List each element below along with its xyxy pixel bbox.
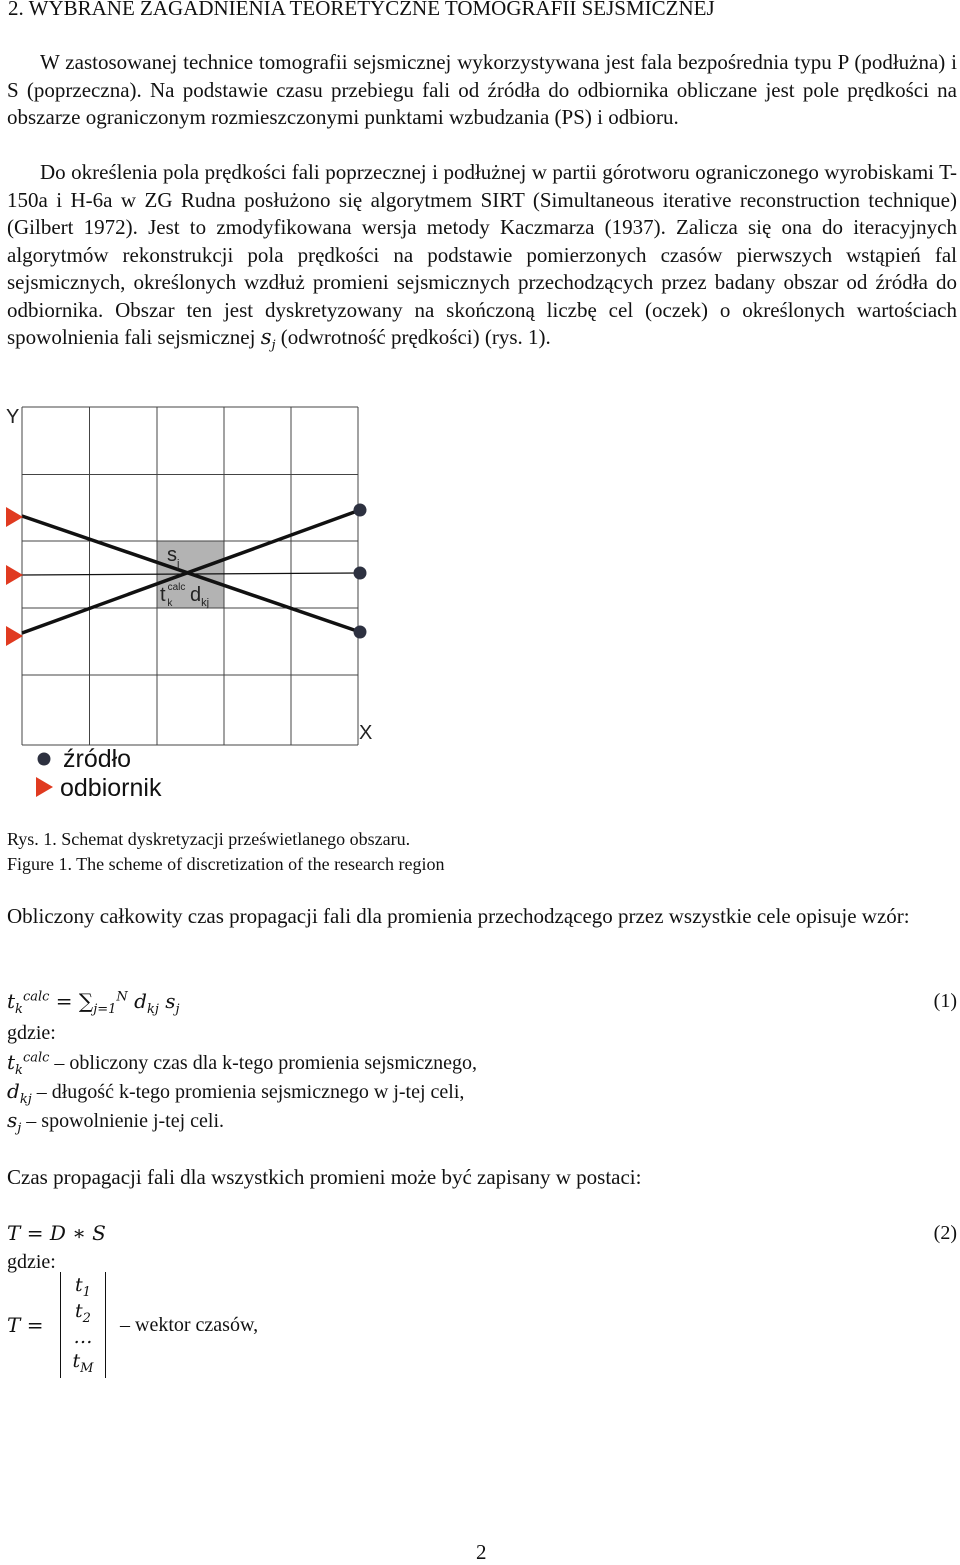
where-label-1: gdzie: bbox=[7, 1022, 56, 1044]
time-vector bbox=[60, 1272, 106, 1378]
receiver-marker bbox=[6, 626, 23, 646]
definition-length bbox=[7, 1078, 957, 1105]
definition-time-symbol: $t_k^{calc}$ bbox=[7, 1050, 50, 1078]
paragraph-sirt-text: Do określenia pola prędkości fali poprzecznej i podłużnej w partii górotworu ograniczonego wyrobiskami T-150a i H-6a w ZG Rudna posłużono się algorytmem SIRT (Simultaneous iterative reconstruction technique) (Gilbert 1972). Jest to zmodyfikowana wersja metody Kaczmarza (1937). Zalicza się ona do iteracyjnych algorytmów rekonstrukcji pola prędkości na podstawie pomierzonych czasów pierwszych wstąpień fal sejsmicznych, określonych wzdłuż promieni sejsmicznych przechodzących przez badany obszar od źródła do odbiornika. Obszar ten jest dyskretyzowany na skończoną liczbę cel (oczek) o określonych wartościach spowolnienia fali sejsmicznej bbox=[7, 160, 957, 349]
axis-x-label: X bbox=[359, 722, 373, 744]
equation-1-number: (1) bbox=[933, 990, 957, 1012]
paragraph-sirt-end: (odwrotność prędkości) (rys. 1). bbox=[280, 325, 551, 349]
paragraph-sirt bbox=[7, 159, 957, 352]
page-number: 2 bbox=[476, 1540, 487, 1564]
section-heading: 2. WYBRANE ZAGADNIENIA TEORETYCZNE TOMOGRAFII SEJSMICZNEJ bbox=[8, 0, 715, 20]
vector-row: $t_M$ bbox=[72, 1350, 94, 1376]
definition-length-symbol: $d_{kj}$ bbox=[7, 1079, 32, 1107]
definition-time bbox=[7, 1049, 957, 1076]
cell-distance-label: $d_{kj}$ bbox=[190, 584, 210, 609]
equation-1-formula: $t_k^{calc} = \sum_{j=1}^N$ $d_{kj}$ $s_j$ bbox=[7, 989, 180, 1017]
paragraph-matrix-intro: Czas propagacji fali dla wszystkich promieni może być zapisany w postaci: bbox=[7, 1165, 642, 1189]
definition-slowness-symbol: $s_j$ bbox=[7, 1108, 22, 1136]
legend-receiver-label: odbiornik bbox=[60, 774, 162, 802]
vector-row: … bbox=[73, 1326, 93, 1348]
legend-receiver-icon bbox=[36, 777, 53, 797]
slowness-symbol: $s_j$ bbox=[260, 325, 276, 354]
receiver-marker bbox=[6, 565, 23, 585]
legend-source-icon bbox=[38, 753, 51, 766]
legend-source-label: źródło bbox=[63, 745, 132, 773]
receiver-marker bbox=[6, 507, 23, 527]
definition-slowness bbox=[7, 1107, 957, 1134]
vector-description: – wektor czasów, bbox=[120, 1314, 259, 1336]
paragraph-intro: W zastosowanej technice tomografii sejsmicznej wykorzystywana jest fala bezpośrednia typu P (podłużna) i S (poprzeczna). Na podstawie czasu przebiegu fali od źródła do odbiornika obliczane jest pole prędkości na obszarze ograniczonym rozmieszczonymi punktami wzbudzania (PS) i odbioru. bbox=[7, 50, 957, 129]
cell-time-label: t $^{calc}$ k bbox=[160, 582, 186, 609]
definition-slowness-text: – spowolnienie j-tej celi. bbox=[26, 1110, 225, 1132]
equation-2-formula: T = D ∗ S bbox=[7, 1221, 106, 1245]
definition-time-text: – obliczony czas dla k-tego promienia sejsmicznego, bbox=[54, 1052, 478, 1074]
vector-lhs: T = bbox=[7, 1313, 44, 1337]
discretization-figure bbox=[0, 395, 380, 805]
source-marker bbox=[354, 626, 367, 639]
vector-row: $t_2$ bbox=[75, 1300, 91, 1326]
paragraph-formula-intro: Obliczony całkowity czas propagacji fali dla promienia przechodzącego przez wszystkie cele opisuje wzór: bbox=[7, 904, 910, 928]
definition-length-text: – długość k-tego promienia sejsmicznego w j-tej celi, bbox=[36, 1081, 465, 1103]
where-label-2: gdzie: bbox=[7, 1251, 56, 1273]
axis-y-label: Y bbox=[6, 406, 20, 428]
source-marker bbox=[354, 567, 367, 580]
vector-row: $t_1$ bbox=[75, 1274, 91, 1300]
figure-caption-en: Figure 1. The scheme of discretization of the research region bbox=[7, 854, 445, 874]
equation-2-number: (2) bbox=[933, 1222, 957, 1244]
cell-slowness-label: $s_j$ bbox=[167, 544, 180, 570]
figure-caption-pl: Rys. 1. Schemat dyskretyzacji prześwietlanego obszaru. bbox=[7, 829, 411, 849]
source-marker bbox=[354, 504, 367, 517]
